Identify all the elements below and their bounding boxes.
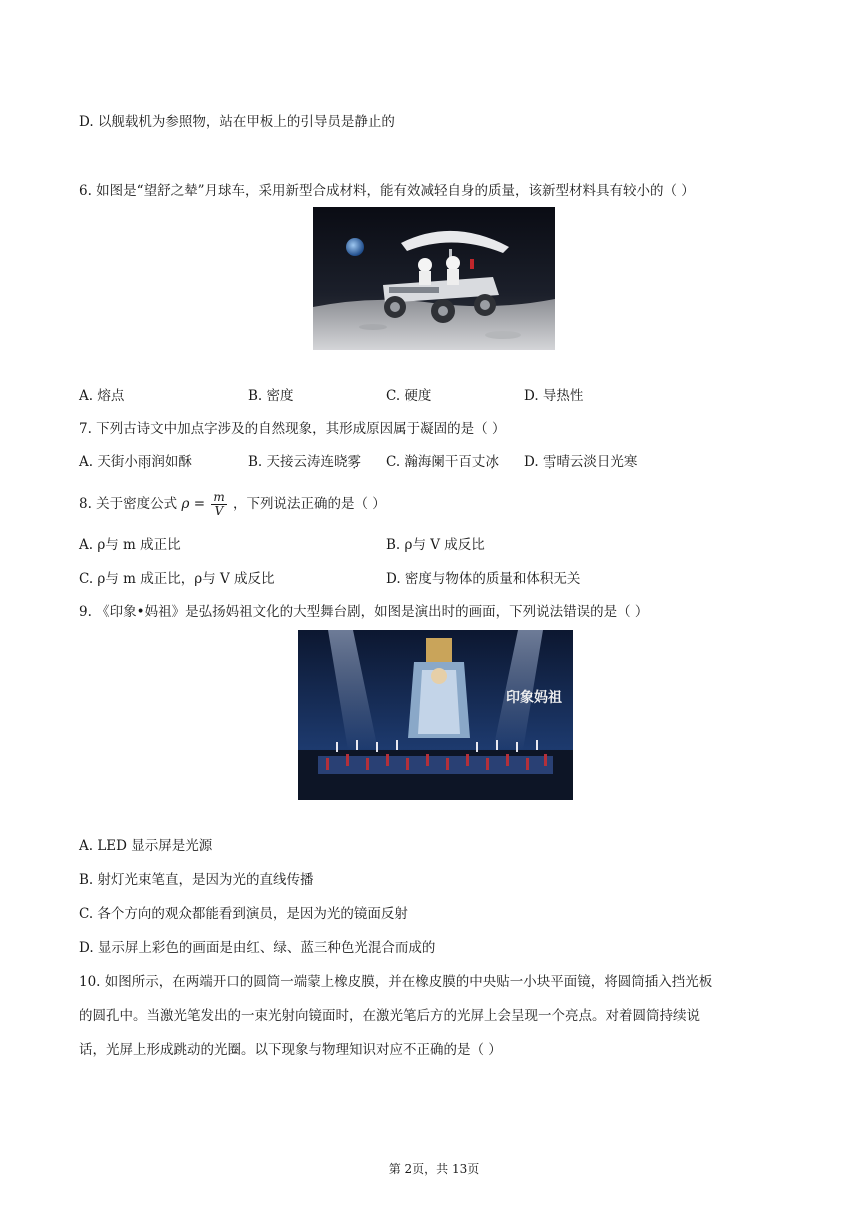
q8-fraction	[211, 491, 226, 518]
q7-d-pre: D.	[524, 454, 543, 470]
q6-option-a: A. 熔点	[79, 388, 125, 404]
q7-stem: 7. 下列古诗文中加点字涉及的自然现象，其形成原因属于凝固的是（ ）	[79, 421, 506, 437]
q7-option-b	[248, 452, 361, 472]
q7-b-dot: 雾	[347, 454, 362, 470]
q7-a-pre: A. 天街小	[79, 454, 138, 470]
q8-stem-pre: 8. 关于密度公式	[79, 496, 178, 512]
q9-option-c: C. 各个方向的观众都能看到演员，是因为光的镜面反射	[79, 906, 408, 922]
q9-option-a: A. LED 显示屏是光源	[79, 838, 213, 854]
q5-option-d: D. 以舰载机为参照物，站在甲板上的引导员是静止的	[79, 114, 395, 130]
q6-stem: 6. 如图是“望舒之辇”月球车，采用新型合成材料，能有效减轻自身的质量，该新型材料具有较小的（ ）	[79, 183, 695, 199]
q7-d-post: 晴云淡日光寒	[556, 454, 638, 470]
q7-a-dot: 雨	[137, 454, 152, 470]
q8-option-c: C. ρ与 m 成正比，ρ与 V 成反比	[79, 571, 275, 587]
q9-option-b: B. 射灯光束笔直，是因为光的直线传播	[79, 872, 314, 888]
lunar-rover-image	[313, 207, 555, 350]
q7-option-a	[79, 452, 192, 472]
q8-option-d: D. 密度与物体的质量和体积无关	[386, 571, 581, 587]
q8-option-a: A. ρ与 m 成正比	[79, 537, 181, 553]
q6-option-b: B. 密度	[248, 388, 294, 404]
q9-stem: 9. 《印象•妈祖》是弘扬妈祖文化的大型舞台剧，如图是演出时的画面，下列说法错误的是（ ）	[79, 604, 649, 620]
q6-option-d: D. 导热性	[524, 388, 584, 404]
q9-option-d: D. 显示屏上彩色的画面是由红、绿、蓝三种色光混合而成的	[79, 940, 436, 956]
q8-numerator: m	[213, 490, 225, 504]
q7-d-dot: 雪	[542, 454, 557, 470]
q8-rho: ρ =	[181, 496, 206, 512]
stage-performance-image	[298, 630, 573, 800]
q7-a-post: 润如酥	[151, 454, 192, 470]
q7-c-pre: C. 瀚海阑干百丈	[386, 454, 486, 470]
stage-title-text: 印象妈祖	[506, 690, 562, 706]
q8-stem	[79, 491, 386, 518]
q7-option-c	[386, 452, 499, 472]
q10-line-2: 的圆孔中。当激光笔发出的一束光射向镜面时，在激光笔后方的光屏上会呈现一个亮点。对着圆筒持续说	[79, 1008, 700, 1024]
q7-c-dot: 冰	[485, 454, 499, 470]
q8-option-b: B. ρ与 V 成反比	[386, 537, 485, 553]
q8-stem-post: ，下列说法正确的是（ ）	[233, 496, 386, 512]
q10-line-3: 话，光屏上形成跳动的光圈。以下现象与物理知识对应不正确的是（ ）	[79, 1042, 502, 1058]
q8-denominator: V	[214, 504, 224, 518]
q6-option-c: C. 硬度	[386, 388, 432, 404]
q7-b-pre: B. 天接云涛连晓	[248, 454, 348, 470]
page-footer: 第 2页，共 13页	[388, 1162, 480, 1176]
q7-option-d	[524, 452, 637, 472]
q10-line-1: 10. 如图所示，在两端开口的圆筒一端蒙上橡皮膜，并在橡皮膜的中央贴一小块平面镜，将圆筒插入挡光板	[79, 974, 713, 990]
